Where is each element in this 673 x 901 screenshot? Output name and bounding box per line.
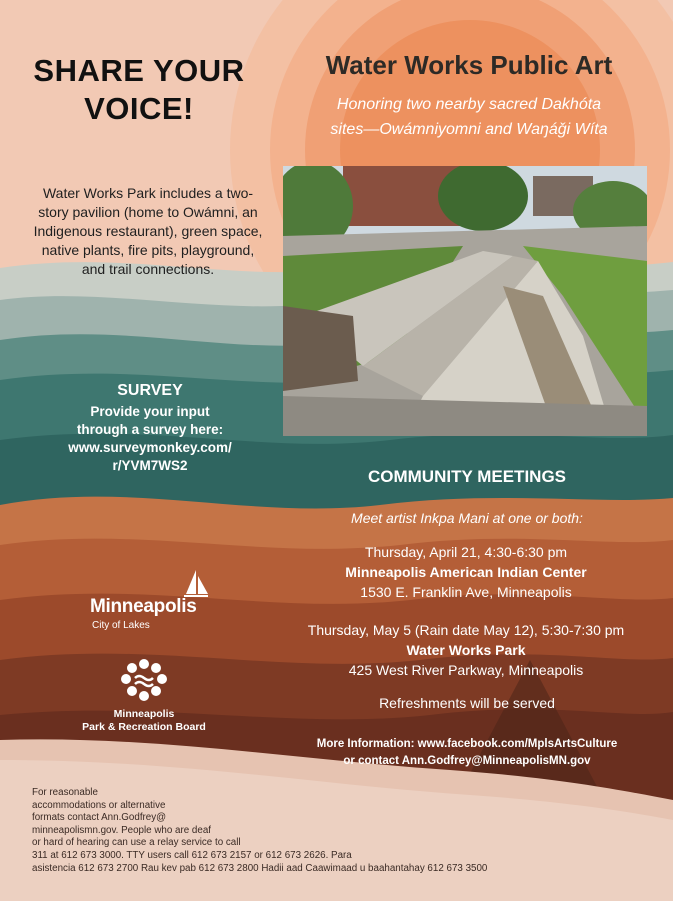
fine-print-line: 311 at 612 673 3000. TTY users call 612 673 2157 or 612 673 2626. Para [32,849,352,861]
fine-print-line: or hard of hearing can use a relay service to call [32,837,241,849]
survey-heading: SURVEY [117,382,183,399]
city-logo-name: Minneapolis [90,596,197,617]
fine-print-line: accommodations or alternative [32,799,166,811]
more-info [283,736,651,770]
park-photo [283,166,647,436]
meeting-1-venue: Minneapolis American Indian Center [345,564,587,580]
survey-line-1: Provide your input [90,404,210,419]
fine-print-line: asistencia 612 673 2700 Rau kev pab 612 673 2800 Hadii aad Caawimaad u baahantahay 612 673 3500 [32,862,488,874]
share-your-voice-heading [18,52,260,128]
park-board-logo [74,658,214,748]
meeting-2-venue: Water Works Park [406,642,526,658]
survey-url-line-1[interactable]: www.surveymonkey.com/ [68,440,232,455]
refreshments-note: Refreshments will be served [379,695,555,711]
meeting-2 [270,620,662,680]
minneapolis-city-logo [90,568,210,638]
meeting-1-date: Thursday, April 21, 4:30-6:30 pm [364,544,568,560]
community-meetings-heading: COMMUNITY MEETINGS [367,467,567,486]
park-logo-name: Minneapolis [113,708,175,720]
meeting-2-date: Thursday, May 5 (Rain date May 12), 5:30-7:30 pm [307,622,625,638]
fine-print-line: For reasonable [32,787,98,798]
page-title: Water Works Public Art [325,50,613,80]
park-logo-subname: Park & Recreation Board [82,721,206,733]
survey-line-2: through a survey here: [76,422,224,437]
survey-url-line-2[interactable]: r/YVM7WS2 [112,458,188,473]
page-subtitle [283,92,655,142]
meeting-1 [270,542,662,602]
fine-print-line: minneapolismn.gov. People who are deaf [32,824,211,836]
subtitle-line-2: sites—Owámniyomni and Waŋáǧi Wíta [330,121,608,138]
more-info-facebook-link[interactable]: More Information: www.facebook.com/MplsArtsCulture [316,738,618,750]
city-logo-tagline: City of Lakes [92,620,150,631]
meeting-1-address: 1530 E. Franklin Ave, Minneapolis [360,584,572,600]
share-line-1: SHARE YOUR [33,53,245,88]
park-board-emblem-icon [119,658,169,704]
fine-print-line: formats contact Ann.Godfrey@ [32,812,167,824]
share-line-2: VOICE! [84,91,194,126]
meeting-2-address: 425 West River Parkway, Minneapolis [348,662,584,678]
meetings-intro: Meet artist Inkpa Mani at one or both: [351,510,583,526]
subtitle-line-1: Honoring two nearby sacred Dakhóta [336,96,602,113]
more-info-contact-email[interactable]: or contact Ann.Godfrey@MinneapolisMN.gov [343,755,591,767]
park-description: Water Works Park includes a two-story pavilion (home to Owámni, an Indigenous restaurant), green space, native plants, fire pits, playground, and trail connections. [33,185,263,277]
accessibility-fine-print [32,787,592,875]
survey-section [40,382,260,475]
